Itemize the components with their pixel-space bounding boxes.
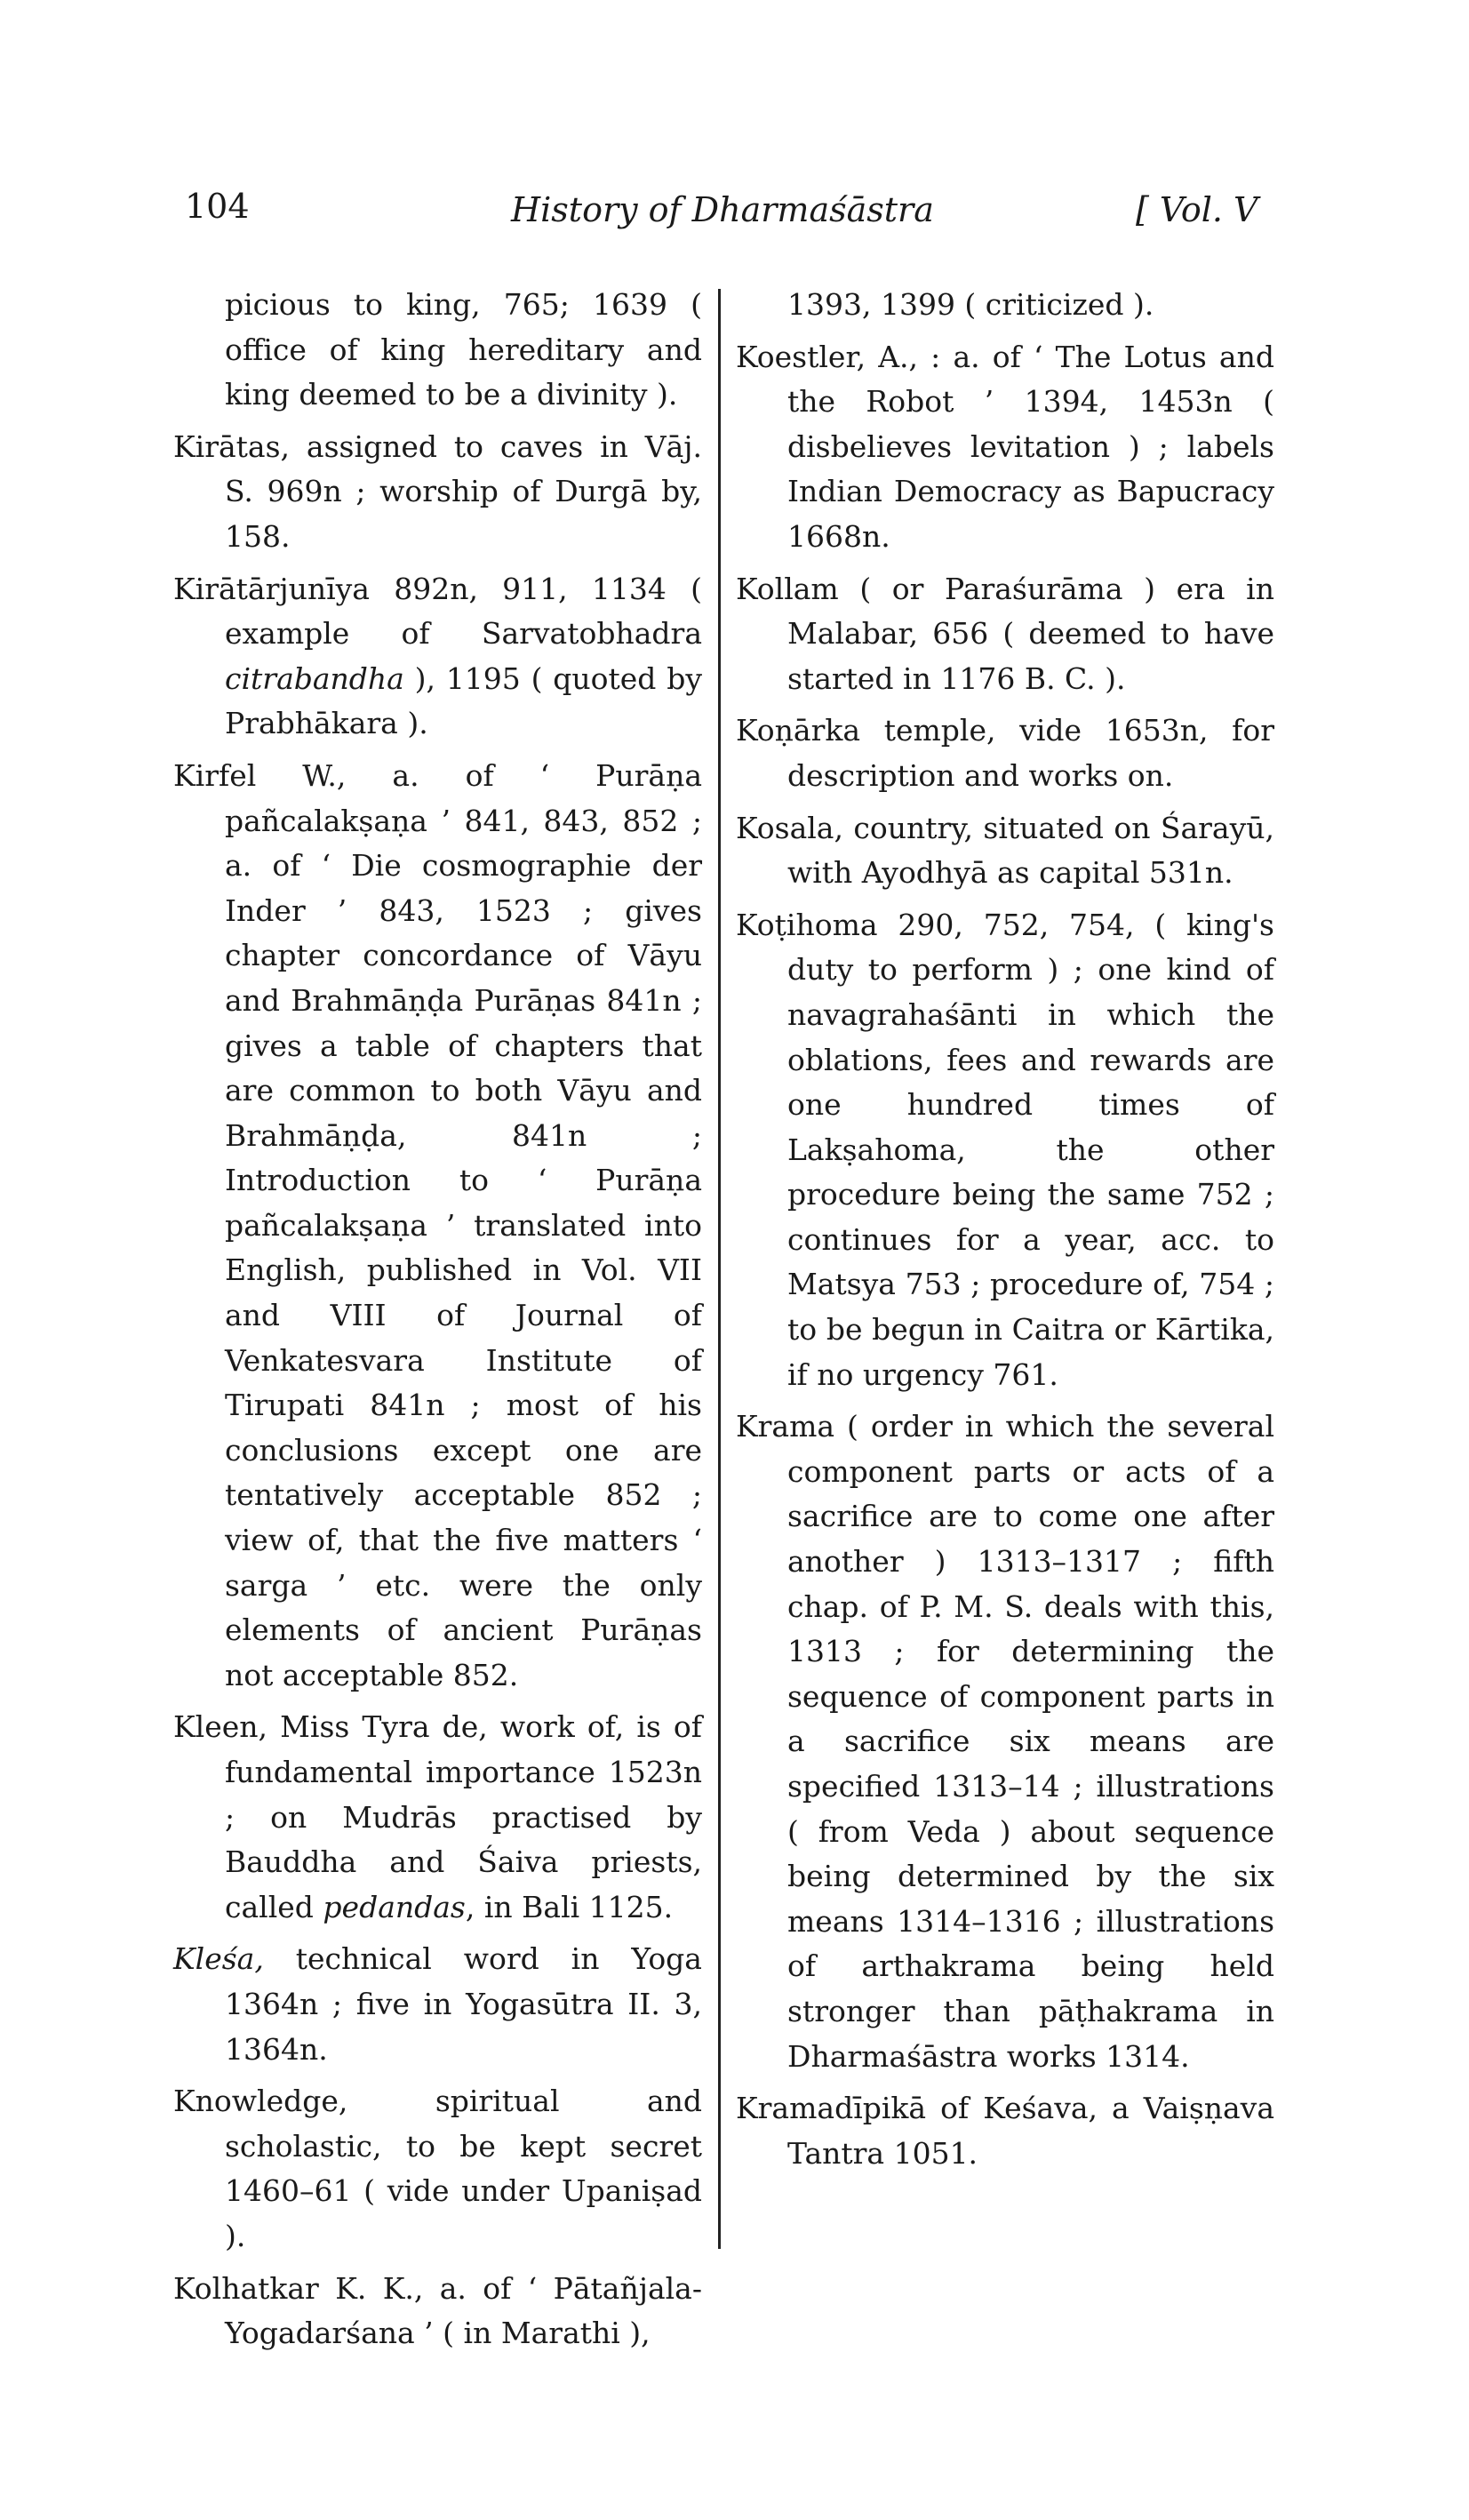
running-title: History of Dharmaśāstra bbox=[511, 190, 934, 229]
index-entry: Koestler, A., : a. of ‘ The Lotus and the Robot ’ 1394, 1453n ( disbelieves levitation ) ; labels Indian Democracy as Bapucracy 1668n. bbox=[736, 339, 1274, 554]
page-header bbox=[0, 187, 1469, 240]
volume-label: [ Vol. V bbox=[1136, 190, 1258, 229]
index-entry: Kolhatkar K. K., a. of ‘ Pātañjala-Yogadarśana ’ ( in Marathi ), bbox=[173, 2270, 702, 2351]
index-entry: Kollam ( or Paraśurāma ) era in Malabar, 656 ( deemed to have started in 1176 B. C. ). bbox=[736, 571, 1274, 696]
index-entry: Koṇārka temple, vide 1653n, for description and works on. bbox=[736, 713, 1274, 793]
right-column bbox=[736, 283, 1274, 2183]
index-entry: Krama ( order in which the several component parts or acts of a sacrifice are to come one after another ) 1313–1317 ; fifth chap. of P. M. S. deals with this, 1313 ; for determining the sequence of component parts in a sacrifice six means are specified 1313–14 ; illustrations ( from Veda ) about sequence being determined by the six means 1314–1316 ; illustrations of arthakrama being held stronger than pāṭhakrama in Dharmaśāstra works 1314. bbox=[736, 1409, 1274, 2074]
index-entry: Kosala, country, situated on Śarayū, with Ayodhyā as capital 531n. bbox=[736, 810, 1274, 891]
left-column bbox=[173, 283, 702, 2364]
index-entry: Kleen, Miss Tyra de, work of, is of fundamental importance 1523n ; on Mudrās practised by Bauddha and Śaiva priests, called pedandas, in Bali 1125. bbox=[173, 1709, 702, 1924]
index-entry: Koṭihoma 290, 752, 754, ( king's duty to perform ) ; one kind of navagrahaśānti in which the oblations, fees and rewards are one hundred times of Lakṣahoma, the other procedure being the same 752 ; continues for a year, acc. to Matsya 753 ; procedure of, 754 ; to be begun in Caitra or Kārtika, if no urgency 761. bbox=[736, 907, 1274, 1392]
index-entry: Kleśa, technical word in Yoga 1364n ; five in Yogasūtra II. 3, 1364n. bbox=[173, 1941, 702, 2067]
index-entry: Kirātārjunīya 892n, 911, 1134 ( example of Sarvatobhadra citrabandha ), 1195 ( quoted by Prabhākara ). bbox=[173, 571, 702, 741]
index-entry: Kirātas, assigned to caves in Vāj. S. 969n ; worship of Durgā by, 158. bbox=[173, 428, 702, 554]
column-divider bbox=[718, 289, 721, 2249]
index-entry: Kirfel W., a. of ‘ Purāṇa pañcalakṣaṇa ’ 841, 843, 852 ; a. of ‘ Die cosmographie der Inder ’ 843, 1523 ; gives chapter concordance of Vāyu and Brahmāṇḍa Purāṇas 841n ; gives a table of chapters that are common to both Vāyu and Brahmāṇḍa, 841n ; Introduction to ‘ Purāṇa pañcalakṣaṇa ’ translated into English, published in Vol. VII and VIII of Journal of Venkatesvara Institute of Tirupati 841n ; most of his conclusions except one are tentatively acceptable 852 ; view of, that the five matters ‘ sarga ’ etc. were the only elements of ancient Purāṇas not acceptable 852. bbox=[173, 757, 703, 1692]
index-entry: picious to king, 765; 1639 ( office of king hereditary and king deemed to be a divinity ). bbox=[225, 287, 702, 412]
index-entry: Knowledge, spiritual and scholastic, to be kept secret 1460–61 ( vide under Upaniṣad ). bbox=[173, 2084, 702, 2253]
index-entry: 1393, 1399 ( criticized ). bbox=[787, 287, 1154, 322]
page-number: 104 bbox=[185, 187, 250, 226]
index-entry: Kramadīpikā of Keśava, a Vaiṣṇava Tantra 1051. bbox=[736, 2091, 1274, 2171]
